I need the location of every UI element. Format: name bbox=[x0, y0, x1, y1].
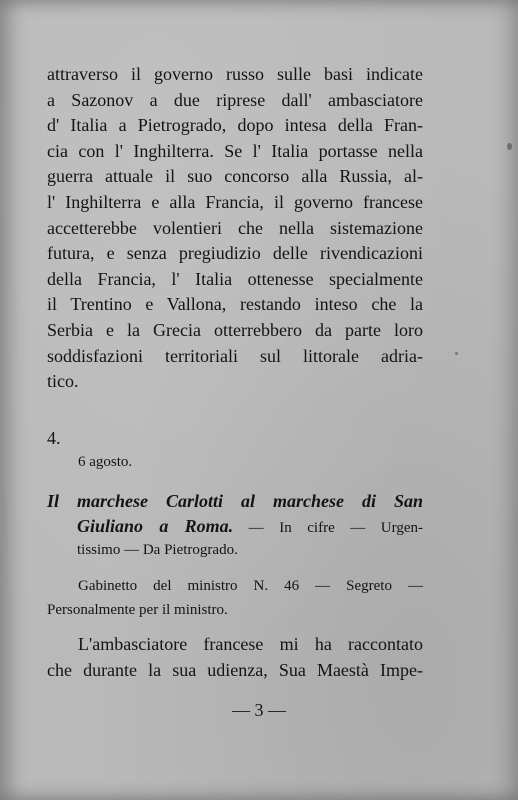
heading-title-line bbox=[77, 514, 423, 539]
text-line: Personalmente per il ministro. bbox=[47, 602, 228, 618]
text-line: cia con l' Inghilterra. Se l' Italia portasse nella bbox=[47, 140, 423, 161]
heading-rest-part: — In cifre — Urgen- bbox=[248, 519, 424, 536]
text-line: guerra attuale il suo concorso alla Russia, al- bbox=[47, 166, 423, 187]
text-line: l' Inghilterra e alla Francia, il governo francese bbox=[47, 191, 423, 212]
text-line: accetterebbe volentieri che nella sistemazione bbox=[47, 217, 423, 238]
page-number: — 3 — bbox=[232, 700, 286, 720]
paper-speck bbox=[507, 143, 512, 150]
text-line: Gabinetto del ministro N. 46 — Segreto — bbox=[78, 578, 423, 594]
heading-italic-part: Giuliano a Roma. bbox=[77, 515, 234, 536]
heading-title-line: Il marchese Carlotti al marchese di San bbox=[47, 491, 423, 511]
text-line: d' Italia a Pietrogrado, dopo intesa della Fran- bbox=[47, 115, 423, 136]
paper-speck bbox=[455, 352, 458, 355]
text-line: Serbia e la Grecia otterrebbero da parte loro bbox=[47, 319, 423, 340]
letter-paragraph bbox=[47, 632, 423, 683]
document-date: 6 agosto. bbox=[78, 454, 133, 470]
text-line: futura, e senza pregiudizio delle rivendicazioni bbox=[47, 243, 423, 264]
document-heading bbox=[47, 489, 423, 563]
body-paragraph bbox=[47, 62, 423, 395]
text-line: che durante la sua udienza, Sua Maestà Impe- bbox=[47, 659, 423, 680]
text-line: della Francia, l' Italia ottenesse specialmente bbox=[47, 268, 423, 289]
document-number: 4. bbox=[47, 428, 61, 448]
heading-title-line: tissimo — Da Pietrogrado. bbox=[77, 542, 238, 558]
text-line: attraverso il governo russo sulle basi indicate bbox=[47, 64, 423, 84]
text-line: il Trentino e Vallona, restando inteso che la bbox=[47, 294, 423, 315]
cabinet-note bbox=[47, 574, 423, 622]
text-line: a Sazonov a due riprese dall' ambasciatore bbox=[47, 89, 423, 110]
text-line: soddisfazioni territoriali sul littorale adria- bbox=[47, 345, 423, 366]
text-line: tico. bbox=[47, 371, 79, 392]
text-line: L'ambasciatore francese mi ha raccontato bbox=[78, 634, 423, 654]
